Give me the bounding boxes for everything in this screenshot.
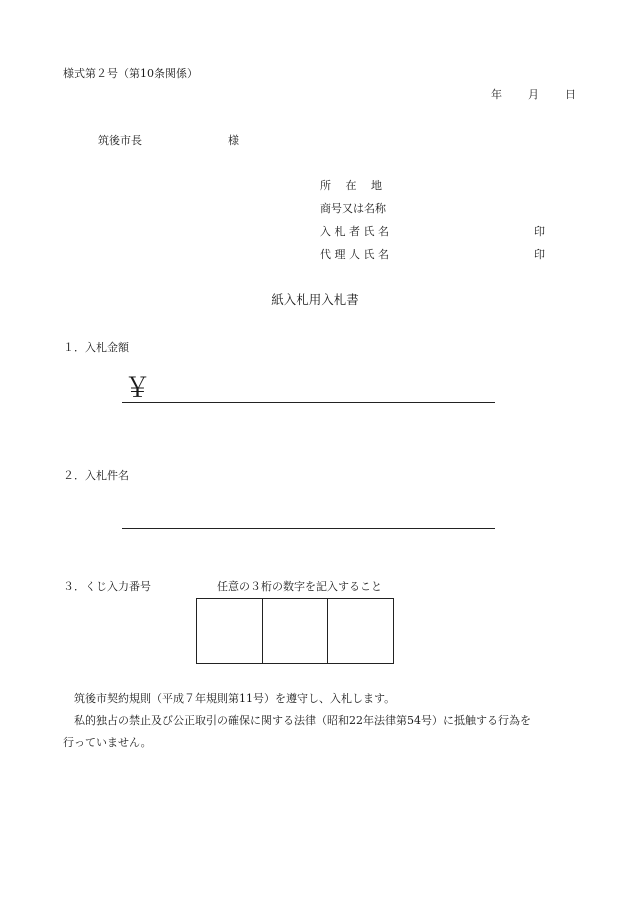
lottery-number-boxes: [196, 598, 394, 664]
lottery-digit-box-3[interactable]: [328, 599, 393, 663]
date-day-label: 日: [565, 88, 576, 101]
date-year-label: 年: [491, 88, 502, 101]
bid-case-line[interactable]: [122, 528, 495, 529]
lottery-number-note: 任意の３桁の数字を記入すること: [217, 580, 382, 593]
company-name-label: 商号又は名称: [320, 202, 386, 215]
form-number: 様式第２号（第10条関係）: [63, 67, 198, 80]
declaration-line-1: 筑後市契約規則（平成７年規則第11号）を遵守し、入札します。: [74, 692, 396, 705]
date-month-label: 月: [528, 88, 539, 101]
yen-symbol: ￥: [124, 373, 151, 404]
addressee-name: 筑後市長: [98, 134, 142, 147]
bid-amount-line[interactable]: [122, 402, 495, 403]
bid-case-heading: ２．入札件名: [63, 469, 129, 482]
bidder-seal-mark: 印: [534, 225, 545, 238]
lottery-number-heading: ３．くじ入力番号: [63, 580, 151, 593]
bid-amount-heading: １．入札金額: [63, 341, 129, 354]
bidder-name-label: 入 札 者 氏 名: [320, 225, 389, 238]
address-label: 所 在 地: [320, 179, 382, 192]
lottery-digit-box-2[interactable]: [263, 599, 329, 663]
document-title: 紙入札用入札書: [271, 292, 359, 307]
agent-name-label: 代 理 人 氏 名: [320, 248, 389, 261]
lottery-digit-box-1[interactable]: [197, 599, 263, 663]
agent-seal-mark: 印: [534, 248, 545, 261]
declaration-line-3: 行っていません。: [63, 736, 152, 749]
declaration-line-2: 私的独占の禁止及び公正取引の確保に関する法律（昭和22年法律第54号）に抵触する行為を: [74, 714, 531, 727]
addressee-honorific: 様: [228, 134, 239, 147]
